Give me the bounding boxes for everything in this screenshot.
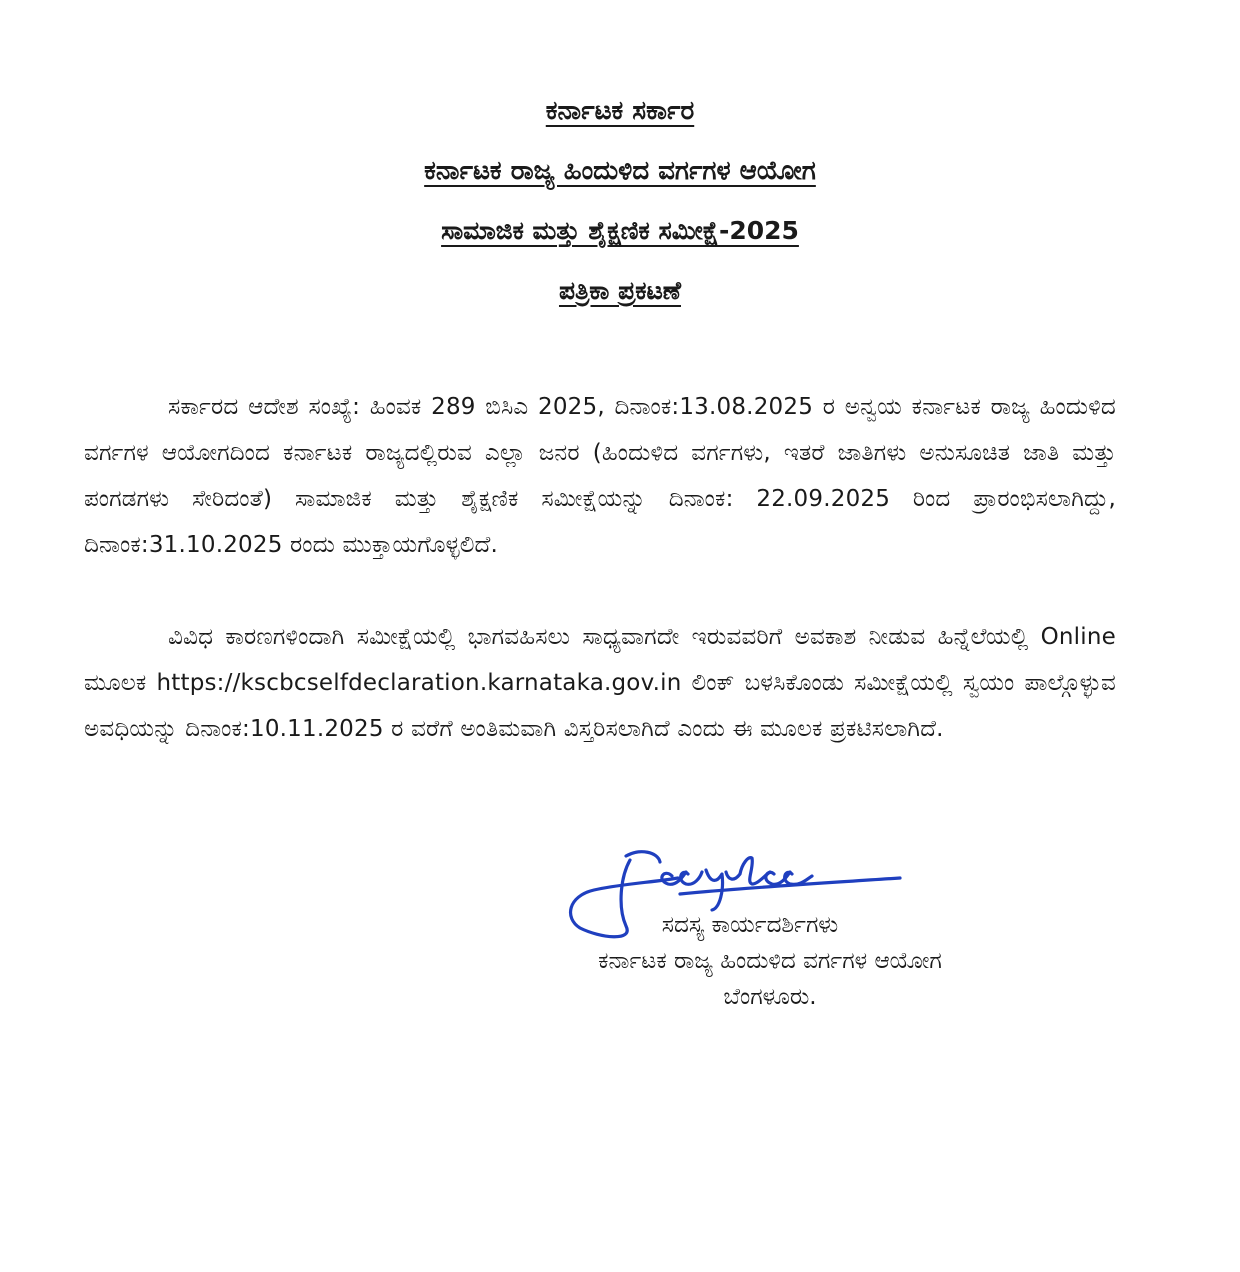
commission-title bbox=[0, 156, 1240, 187]
government-title bbox=[0, 96, 1240, 127]
survey-title bbox=[0, 216, 1240, 246]
body-paragraph-2: ವಿವಿಧ ಕಾರಣಗಳಿಂದಾಗಿ ಸಮೀಕ್ಷೆಯಲ್ಲಿ ಭಾಗವಹಿಸಲು ಸಾಧ್ಯವಾಗದೇ ಇರುವವರಿಗೆ ಅವಕಾಶ ನೀಡುವ ಹಿನ್ನೆಲೆಯಲ್ಲಿ Online ಮೂಲಕ https://kscbcselfdeclaration.karnataka.gov.in ಲಿಂಕ್ ಬಳಸಿಕೊಂಡು ಸಮೀಕ್ಷೆಯಲ್ಲಿ ಸ್ವಯಂ ಪಾಲ್ಗೊಳ್ಳುವ ಅವಧಿಯನ್ನು ದಿನಾಂಕ:10.11.2025 ರ ವರೆಗೆ ಅಂತಿಮವಾಗಿ ವಿಸ್ತರಿಸಲಾಗಿದೆ ಎಂದು ಈ ಮೂಲಕ ಪ್ರಕಟಿಸಲಾಗಿದೆ. bbox=[84, 624, 1116, 742]
survey-title-text: ಸಾಮಾಜಿಕ ಮತ್ತು ಶೈಕ್ಷಣಿಕ ಸಮೀಕ್ಷೆ-2025 bbox=[441, 216, 799, 245]
signatory-designation: ಸದಸ್ಯ ಕಾರ್ಯದರ್ಶಿಗಳು bbox=[661, 912, 839, 938]
press-release-title bbox=[0, 276, 1240, 306]
government-title-text: ಕರ್ನಾಟಕ ಸರ್ಕಾರ bbox=[545, 96, 695, 126]
signatory-place: ಬೆಂಗಳೂರು. bbox=[723, 984, 817, 1010]
signatory-office: ಕರ್ನಾಟಕ ರಾಜ್ಯ ಹಿಂದುಳಿದ ವರ್ಗಗಳ ಆಯೋಗ bbox=[598, 948, 942, 974]
body-paragraph-1: ಸರ್ಕಾರದ ಆದೇಶ ಸಂಖ್ಯೆ: ಹಿಂವಕ 289 ಬಿಸಿಎ 2025, ದಿನಾಂಕ:13.08.2025 ರ ಅನ್ವಯ ಕರ್ನಾಟಕ ರಾಜ್ಯ ಹಿಂದುಳಿದ ವರ್ಗಗಳ ಆಯೋಗದಿಂದ ಕರ್ನಾಟಕ ರಾಜ್ಯದಲ್ಲಿರುವ ಎಲ್ಲಾ ಜನರ (ಹಿಂದುಳಿದ ವರ್ಗಗಳು, ಇತರೆ ಜಾತಿಗಳು ಅನುಸೂಚಿತ ಜಾತಿ ಮತ್ತು ಪಂಗಡಗಳು ಸೇರಿದಂತೆ) ಸಾಮಾಜಿಕ ಮತ್ತು ಶೈಕ್ಷಣಿಕ ಸಮೀಕ್ಷೆಯನ್ನು ದಿನಾಂಕ: 22.09.2025 ರಿಂದ ಪ್ರಾರಂಭಿಸಲಾಗಿದ್ದು, ದಿನಾಂಕ:31.10.2025 ರಂದು ಮುಕ್ತಾಯಗೊಳ್ಳಲಿದೆ. bbox=[84, 394, 1116, 558]
commission-title-text: ಕರ್ನಾಟಕ ರಾಜ್ಯ ಹಿಂದುಳಿದ ವರ್ಗಗಳ ಆಯೋಗ bbox=[424, 156, 816, 186]
press-release-title-text: ಪತ್ರಿಕಾ ಪ್ರಕಟಣೆ bbox=[558, 276, 681, 305]
